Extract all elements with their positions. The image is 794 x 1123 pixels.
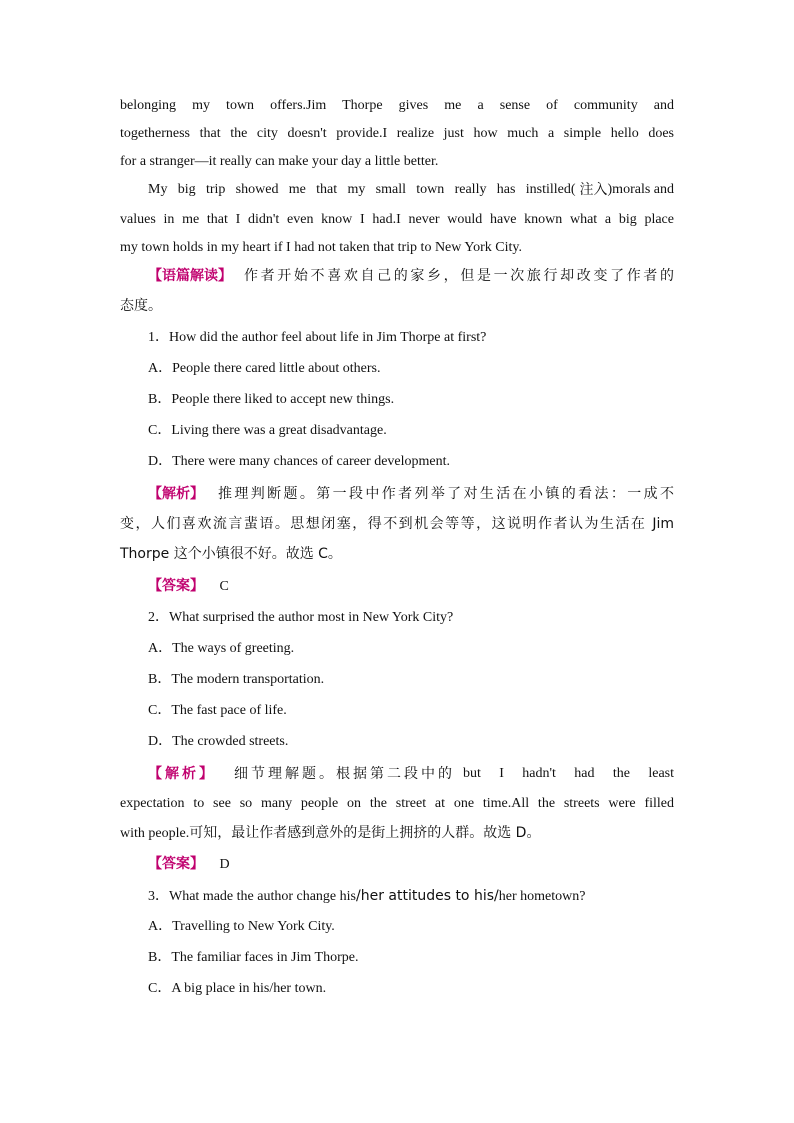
stem-part: her hometown? [498, 889, 586, 904]
analysis-line [120, 764, 674, 784]
question-stem: 1．How did the author feel about life in Jim Thorpe at first? [148, 330, 487, 345]
answer-tag: 【答案】 [148, 578, 204, 594]
passage-line [120, 180, 674, 200]
passage-text: )morals and [607, 182, 674, 197]
analysis-text: 推理判断题。第一段中作者列举了对生活在小镇的看法：一成不 [218, 486, 674, 502]
answer-line [120, 576, 674, 597]
passage-text: My big trip showed me that my small town really has instilled( [148, 182, 576, 197]
option-c: C．A big place in his/her town. [148, 981, 327, 996]
stem-part: /her attitudes to his/ [355, 888, 499, 904]
answer-line [120, 854, 674, 875]
passage-line: togetherness that the city doesn't provide.I realize just how much a simple hello does [120, 126, 674, 141]
answer-value: D [219, 857, 230, 872]
summary-text: 态度。 [120, 298, 162, 314]
option-a: A．Travelling to New York City. [148, 919, 335, 934]
option-d: D．There were many chances of career development. [148, 454, 451, 469]
summary-line [120, 266, 674, 286]
analysis-quote: but I hadn't had the least [463, 766, 674, 781]
summary-tag: 【语篇解读】 [148, 268, 232, 284]
analysis-text: 变，人们喜欢流言蜚语。思想闭塞，得不到机会等等，这说明作者认为生活在 Jim [120, 516, 674, 532]
summary-text: 作者开始不喜欢自己的家乡，但是一次旅行却改变了作者的 [244, 268, 674, 284]
option-c: C．Living there was a great disadvantage. [148, 423, 387, 438]
passage-line: belonging my town offers.Jim Thorpe gives me a sense of community and [120, 98, 674, 113]
analysis-line [120, 823, 674, 844]
passage-line: for a stranger—it really can make your day a little better. [120, 154, 439, 169]
analysis-quote: with people. [120, 826, 190, 841]
option-a: A．People there cared little about others. [148, 361, 381, 376]
option-b: B．The familiar faces in Jim Thorpe. [148, 950, 359, 965]
option-d: D．The crowded streets. [148, 734, 289, 749]
analysis-tag: 【解析】 [148, 486, 204, 502]
stem-part: 3．What made the author change his [148, 889, 356, 904]
option-a: A．The ways of greeting. [148, 641, 295, 656]
answer-value: C [219, 579, 229, 594]
answer-tag: 【答案】 [148, 856, 204, 872]
question-stem: 2．What surprised the author most in New York City? [148, 610, 454, 625]
passage-line: my town holds in my heart if I had not taken that trip to New York City. [120, 240, 522, 255]
gloss-note: 注入 [579, 182, 608, 198]
passage-line: values in me that I didn't even know I had.I never would have known what a big place [120, 212, 674, 227]
option-b: B．The modern transportation. [148, 672, 325, 687]
option-c: C．The fast pace of life. [148, 703, 287, 718]
analysis-tag: 【解析】 [148, 766, 216, 782]
analysis-line [120, 484, 674, 504]
analysis-text: Thorpe 这个小镇很不好。故选 C。 [120, 546, 342, 562]
option-b: B．People there liked to accept new things. [148, 392, 395, 407]
analysis-text: 可知，最让作者感到意外的是街上拥挤的人群。故选 D。 [189, 825, 541, 841]
analysis-quote: expectation to see so many people on the street at one time.All the streets were filled [120, 796, 674, 811]
analysis-text: 细节理解题。根据第二段中的 [234, 766, 455, 782]
question-stem [120, 886, 702, 907]
